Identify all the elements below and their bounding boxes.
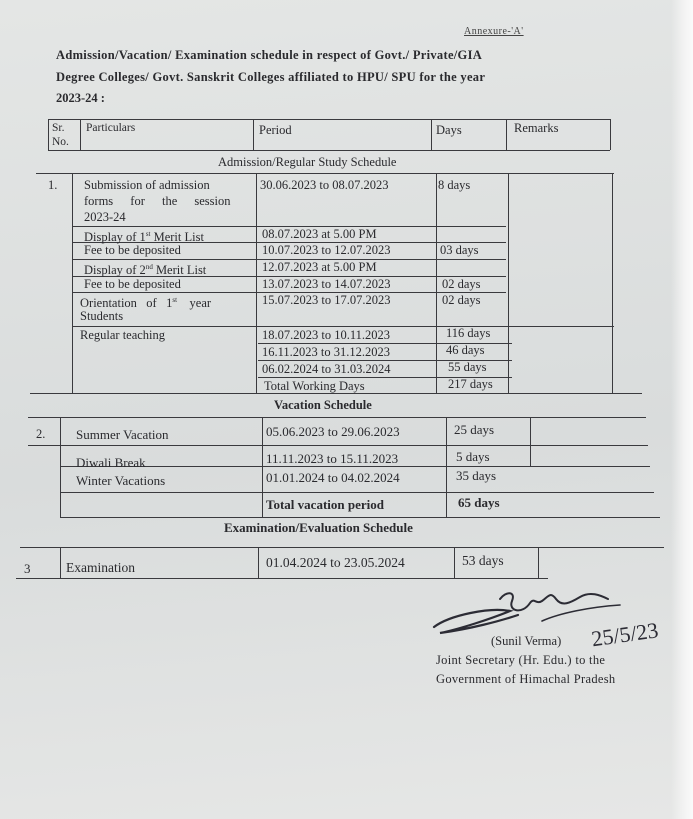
admission-period-0: 30.06.2023 to 08.07.2023: [260, 178, 389, 192]
admission-period-9: 18.07.2023 to 10.11.2023: [262, 328, 391, 342]
page-edge-shadow: [671, 0, 693, 819]
vacation-days-2: 35 days: [456, 468, 497, 483]
total-vacation-label: Total vacation period: [266, 497, 384, 512]
sr-number-2: 2.: [36, 427, 46, 441]
admission-days-7: 02 days: [442, 293, 481, 307]
admission-days-11: 55 days: [448, 360, 487, 374]
exam-days: 53 days: [462, 553, 504, 568]
admission-days-0: 8 days: [438, 178, 471, 192]
admission-particular-7: Orientation of 1st year: [80, 296, 212, 311]
designation-line-1: Joint Secretary (Hr. Edu.) to the: [436, 653, 606, 667]
total-working-days-label: Total Working Days: [264, 379, 365, 393]
admission-days-4: 03 days: [440, 243, 479, 257]
admission-particular-1: forms for the session: [84, 194, 231, 208]
header-remarks: Remarks: [514, 121, 559, 135]
admission-particular-2: 2023-24: [84, 210, 126, 224]
heading-line-2: Degree Colleges/ Govt. Sanskrit Colleges affiliated to HPU/ SPU for the year: [56, 70, 486, 84]
annexure-label: Annexure-'A': [464, 26, 524, 37]
vacation-period-2: 01.01.2024 to 04.02.2024: [266, 470, 400, 485]
total-vacation-value: 65 days: [458, 495, 500, 510]
header-days: Days: [436, 123, 462, 137]
admission-particular-4: Fee to be deposited: [84, 243, 181, 257]
vacation-period-1: 11.11.2023 to 15.11.2023: [266, 451, 399, 466]
admission-particular-3: Display of 1st Merit List: [84, 230, 204, 245]
header-sr: Sr.: [52, 122, 65, 134]
admission-period-5: 12.07.2023 at 5.00 PM: [262, 260, 377, 274]
admission-period-11: 06.02.2024 to 31.03.2024: [262, 362, 391, 376]
signatory-designation: [436, 651, 615, 689]
admission-period-6: 13.07.2023 to 14.07.2023: [262, 277, 391, 291]
vacation-days-0: 25 days: [454, 422, 495, 437]
sr-number-3: 3: [24, 561, 31, 576]
heading-line-3: 2023-24 :: [56, 91, 105, 105]
admission-period-10: 16.11.2023 to 31.12.2023: [262, 345, 391, 359]
exam-particular: Examination: [66, 560, 135, 575]
exam-period: 01.04.2024 to 23.05.2024: [266, 555, 405, 570]
vacation-particular-2: Winter Vacations: [76, 473, 166, 488]
sr-number-1: 1.: [48, 178, 58, 192]
admission-days-9: 116 days: [446, 326, 491, 340]
designation-line-2: Government of Himachal Pradesh: [436, 672, 616, 686]
header-period: Period: [259, 123, 292, 137]
admission-period-7: 15.07.2023 to 17.07.2023: [262, 293, 391, 307]
admission-particular-8: Students: [80, 309, 124, 323]
total-working-days-value: 217 days: [448, 377, 493, 391]
document-heading: [56, 44, 576, 88]
admission-period-3: 08.07.2023 at 5.00 PM: [262, 227, 377, 241]
admission-days-10: 46 days: [446, 343, 485, 357]
section-title-exam: Examination/Evaluation Schedule: [224, 520, 413, 535]
heading-line-1: Admission/Vacation/ Examination schedule in respect of Govt./ Private/GIA: [56, 48, 483, 62]
vacation-particular-1: Diwali Break: [76, 455, 146, 470]
admission-days-6: 02 days: [442, 277, 481, 291]
header-particulars: Particulars: [86, 122, 136, 134]
signature-date: 25/5/23: [589, 617, 660, 647]
vacation-particular-0: Summer Vacation: [76, 427, 169, 442]
admission-particular-0: Submission of admission: [84, 178, 210, 192]
admission-particular-6: Fee to be deposited: [84, 277, 181, 291]
admission-particular-9: Regular teaching: [80, 328, 166, 342]
admission-period-4: 10.07.2023 to 12.07.2023: [262, 243, 391, 257]
section-title-admission: Admission/Regular Study Schedule: [218, 155, 397, 169]
header-no: No.: [52, 136, 69, 148]
admission-particular-5: Display of 2nd Merit List: [84, 263, 207, 278]
vacation-days-1: 5 days: [456, 449, 490, 464]
section-title-vacation: Vacation Schedule: [274, 398, 372, 412]
signatory-name: (Sunil Verma): [491, 634, 562, 648]
vacation-period-0: 05.06.2023 to 29.06.2023: [266, 424, 400, 439]
